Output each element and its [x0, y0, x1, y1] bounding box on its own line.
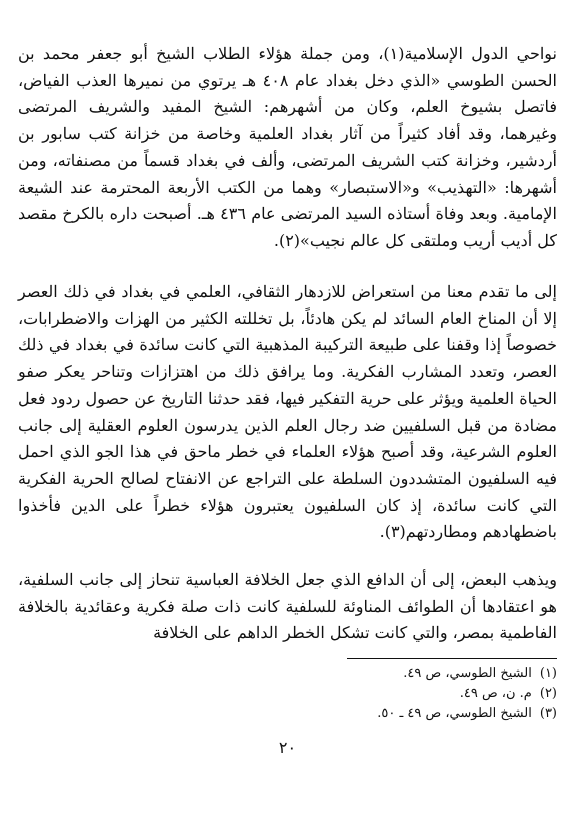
- footnote-1: [257, 664, 557, 684]
- footnote-3: [257, 704, 557, 724]
- footnote-text: م. ن، ص ٤٩.: [459, 686, 532, 701]
- page-number: ٢٠: [278, 738, 297, 757]
- footnote-number: (٣): [539, 706, 557, 721]
- footnote-number: (١): [539, 666, 557, 681]
- body-paragraph-2: إلى ما تقدم معنا من استعراض للازدهار الثقافي، العلمي في بغداد في ذلك العصر إلا أن المناخ العام السائد لم يكن هادئاً، بل تخللته الكثير من الهزات والاضطرابات، خصوصاً إذا وقفنا على طبيعة التركيبة المذهبية التي كانت سائدة في بغداد في ذلك العصر، وتعدد المشارب الفكرية. وما يرافق ذلك من اهتزازات وتناحر يعكر صفو الحياة العلمية ويؤثر على حرية التفكير فيها، فقد حدثنا التاريخ عن حصول ردود فعل مضادة من قبل السلفيين ضد رجال العلم الذين يدرسون العلوم العقلية إلى جانب العلوم الشرعية، وقد أصبح هؤلاء العلماء في خطر ماحق في هذا الجو الذي احمل فيه السلفيون المتشددون السلطة على التراجع عن الانفتاح لصالح الحرية الفكرية التي كانت سائدة، إذ كان السلفيون يعتبرون هؤلاء خطراً على الدين فأخذوا باضطهادهم ومطاردتهم(٣).: [18, 282, 557, 542]
- footnotes: [257, 664, 557, 724]
- body-paragraph-3: ويذهب البعض، إلى أن الدافع الذي جعل الخلافة العباسية تنحاز إلى جانب السلفية، هو اعتقادها أن الطوائف المناوئة للسلفية كانت ذات صلة فكرية وعقائدية بالخلافة الفاطمية بمصر، والتي كانت تشكل الخطر الداهم على الخلافة: [18, 570, 557, 643]
- footnote-text: الشيخ الطوسي، ص ٤٩.: [403, 666, 532, 681]
- footnote-divider: [347, 658, 557, 659]
- footnote-text: الشيخ الطوسي، ص ٤٩ ـ ٥٠.: [377, 706, 532, 721]
- footnote-number: (٢): [539, 686, 557, 701]
- body-paragraph-1: نواحي الدول الإسلامية(١)، ومن جملة هؤلاء الطلاب الشيخ أبو جعفر محمد بن الحسن الطوسي «الذي دخل بغداد عام ٤٠٨ هـ يرتوي من نميرها العذب الفياض، فاتصل بشيوخ العلم، وكان من أشهرهم: الشيخ المفيد والشريف المرتضى وغيرهما، وقد أفاد كثيراً من آثار بغداد العلمية وخاصة من خزانة كتب سابور بن أردشير، وخزانة كتب الشريف المرتضى، وألف في بغداد قسماً من مصنفاته، ومن أشهرها: «التهذيب» و«الاستبصار» وهما من الكتب الأربعة المحترمة عند الشيعة الإمامية. وبعد وفاة أستاذه السيد المرتضى عام ٤٣٦ هـ. أصبحت داره بالكرخ مقصد كل أديب أريب وملتقى كل عالم نجيب»(٢).: [18, 44, 558, 250]
- footnote-2: [257, 684, 557, 704]
